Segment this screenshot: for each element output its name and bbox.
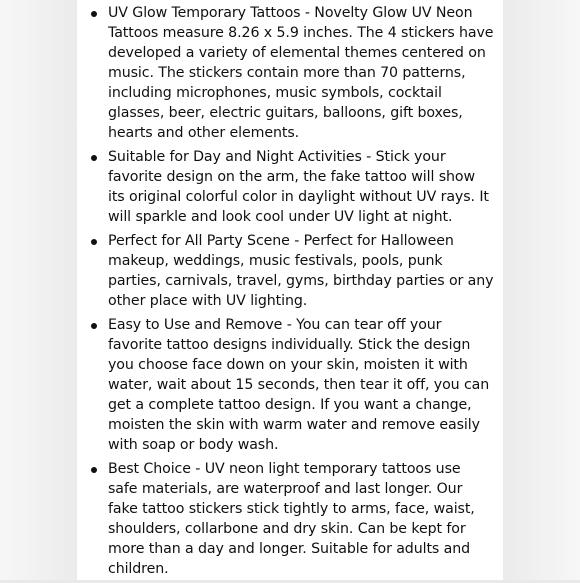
bullet-dot-icon	[91, 155, 97, 161]
bullet-dot-icon	[91, 467, 97, 473]
bullet-dot-icon	[91, 239, 97, 245]
bullet-text: Best Choice - UV neon light temporary tattoos use safe materials, are waterproof and last longer. Our fake tattoo stickers stick tightly to arms, face, waist, shoulders, collarbone and dry skin. Can be kept for more than a day and longer. Suitable for adults and children.	[108, 461, 475, 577]
list-item	[108, 231, 494, 311]
list-item	[108, 3, 494, 143]
bullet-text: Perfect for All Party Scene - Perfect for Halloween makeup, weddings, music festivals, pools, punk parties, carnivals, travel, gyms, birthday parties or any other place with UV lighting.	[108, 233, 494, 309]
left-margin	[0, 0, 77, 580]
bullet-dot-icon	[91, 11, 97, 17]
right-margin	[503, 0, 580, 580]
bullet-dot-icon	[91, 323, 97, 329]
list-item	[108, 315, 494, 455]
bullet-text: UV Glow Temporary Tattoos - Novelty Glow UV Neon Tattoos measure 8.26 x 5.9 inches. The 4 stickers have developed a variety of elemental themes centered on music. The stickers contain more than 70 patterns, including microphones, music symbols, cocktail glasses, beer, electric guitars, balloons, gift boxes, hearts and other elements.	[108, 5, 494, 141]
list-item	[108, 459, 494, 579]
list-item	[108, 147, 494, 227]
feature-bullet-list	[108, 3, 494, 583]
bullet-text: Suitable for Day and Night Activities - Stick your favorite design on the arm, the fake tattoo will show its original colorful color in daylight without UV rays. It will sparkle and look cool under UV light at night.	[108, 149, 489, 225]
bullet-text: Easy to Use and Remove - You can tear off your favorite tattoo designs individually. Stick the design you choose face down on your skin, moisten it with water, wait about 15 seconds, then tear it off, you can get a complete tattoo design. If you want a change, moisten the skin with warm water and remove easily with soap or body wash.	[108, 317, 490, 453]
